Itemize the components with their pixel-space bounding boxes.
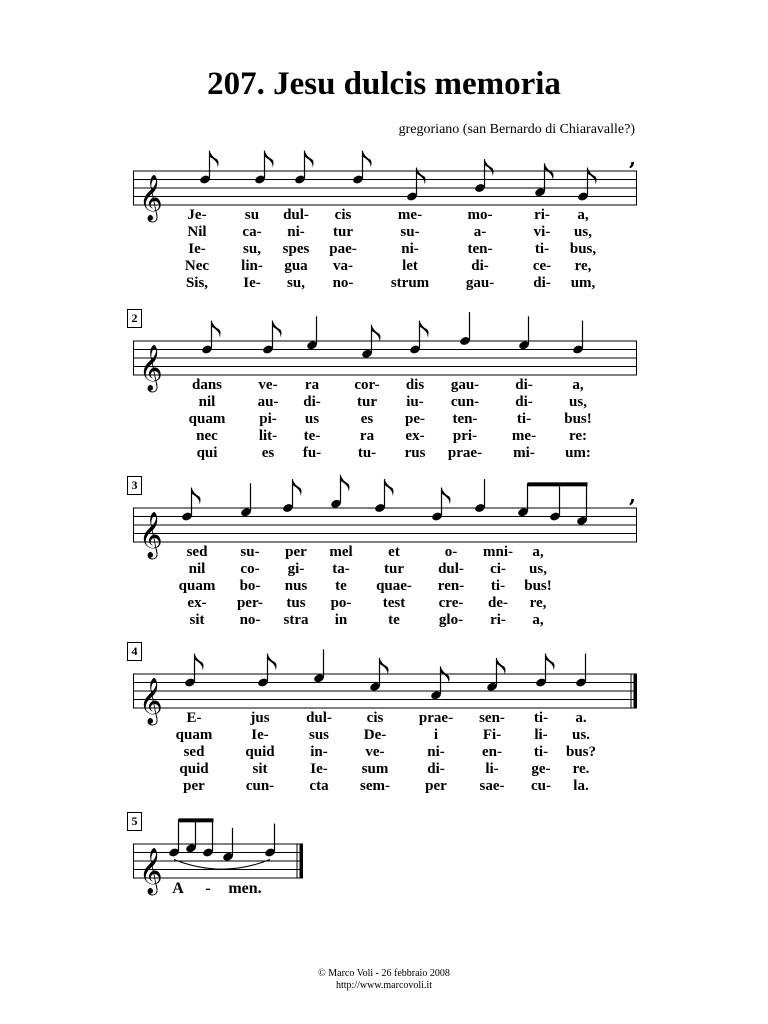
- lyric-syllable: tu-: [357, 445, 377, 461]
- eighth-flag: [195, 654, 204, 671]
- lyric-syllable: cun-: [245, 778, 275, 794]
- eighth-flag: [442, 488, 451, 505]
- treble-clef: 𝄞: [139, 848, 163, 894]
- lyric-syllable: re,: [574, 258, 592, 274]
- lyric-syllable: Ie-: [251, 727, 269, 743]
- lyric-syllable: o-: [444, 544, 458, 560]
- copyright-line: © Marco Voli - 26 febbraio 2008: [318, 968, 450, 979]
- lyric-syllable: su,: [243, 241, 261, 257]
- lyric-syllable: es: [360, 411, 374, 427]
- eighth-flag: [363, 151, 372, 168]
- lyric-syllable: gau-: [450, 377, 480, 393]
- measure-number: 4: [127, 642, 142, 661]
- lyric-syllable: sum: [361, 761, 389, 777]
- note: [517, 483, 529, 517]
- lyric-syllable: ren-: [437, 578, 465, 594]
- lyric-syllable: ra: [304, 377, 320, 393]
- lyric-syllable: sed: [183, 744, 205, 760]
- lyric-syllable: nil: [188, 561, 206, 577]
- treble-clef: 𝄞: [139, 512, 163, 558]
- lyric-syllable: ni-: [401, 241, 419, 257]
- lyric-syllable: dul-: [306, 710, 332, 726]
- lyric-syllable: en-: [482, 744, 502, 760]
- note-beam: [179, 818, 214, 822]
- lyric-syllable: gua: [284, 258, 308, 274]
- lyric-syllable: test: [382, 595, 406, 611]
- lyric-syllable: te-: [303, 428, 321, 444]
- lyric-syllable: ri-: [490, 612, 506, 628]
- lyric-syllable: um:: [565, 445, 591, 461]
- lyric-syllable: in: [334, 612, 348, 628]
- lyric-syllable: ti-: [534, 241, 550, 257]
- lyric-syllable: ci-: [490, 561, 506, 577]
- lyric-syllable: ti-: [490, 578, 506, 594]
- lyric-syllable: jus: [250, 710, 270, 726]
- lyric-syllable: re:: [568, 428, 588, 444]
- lyric-syllable: stra: [283, 612, 309, 628]
- eighth-flag: [546, 654, 555, 671]
- lyric-syllable: cre-: [438, 595, 464, 611]
- lyric-syllable: a-: [473, 224, 487, 240]
- lyric-syllable: di-: [303, 394, 321, 410]
- note: [575, 654, 587, 688]
- note: [202, 824, 214, 858]
- lyric-syllable: ca-: [242, 224, 262, 240]
- lyric-syllable: de-: [488, 595, 508, 611]
- lyric-syllable: di-: [515, 377, 533, 393]
- lyric-syllable: bus!: [524, 578, 552, 594]
- lyric-syllable: pae-: [329, 241, 357, 257]
- lyric-syllable: fu-: [302, 445, 322, 461]
- lyric-syllable: re,: [529, 595, 547, 611]
- page-title: 207. Jesu dulcis memoria: [207, 66, 561, 102]
- lyric-syllable: us.: [572, 727, 590, 743]
- website-line: http://www.marcovoli.it: [335, 980, 432, 991]
- lyric-syllable: ve-: [258, 377, 278, 393]
- final-barline-thick: [300, 844, 304, 878]
- lyric-syllable: us,: [574, 224, 592, 240]
- lyric-syllable: De-: [363, 727, 387, 743]
- lyric-syllable: no-: [239, 612, 261, 628]
- breath-mark: ,: [629, 483, 636, 507]
- lyric-syllable: tus: [286, 595, 306, 611]
- eighth-flag: [441, 666, 450, 683]
- lyric-syllable: di-: [471, 258, 489, 274]
- lyric-syllable: di-: [533, 275, 551, 291]
- lyric-syllable: E-: [186, 710, 202, 726]
- lyric-syllable: us,: [529, 561, 547, 577]
- lyric-syllable: Sis,: [185, 275, 209, 291]
- note: [185, 819, 197, 853]
- treble-clef: 𝄞: [139, 678, 163, 724]
- note: [369, 658, 388, 692]
- treble-clef: 𝄞: [139, 345, 163, 391]
- eighth-flag: [588, 168, 597, 185]
- note: [518, 316, 530, 350]
- lyric-syllable: bus!: [564, 411, 592, 427]
- note: [306, 316, 318, 350]
- lyric-syllable: per: [285, 544, 307, 560]
- lyric-syllable: a,: [577, 207, 589, 223]
- lyric-syllable: bus?: [565, 744, 597, 760]
- treble-clef: 𝄞: [139, 175, 163, 221]
- lyric-syllable: ra: [359, 428, 375, 444]
- lyric-syllable: et: [388, 544, 400, 560]
- note: [486, 658, 505, 692]
- eighth-flag: [268, 654, 277, 671]
- note: [222, 828, 234, 862]
- lyric-syllable: ti-: [516, 411, 532, 427]
- lyric-syllable: pi-: [259, 411, 277, 427]
- note: [361, 325, 380, 359]
- lyric-syllable: tur: [333, 224, 353, 240]
- lyric-syllable: per-: [236, 595, 264, 611]
- lyric-syllable: mel: [329, 544, 353, 560]
- measure-number: 5: [127, 812, 142, 831]
- note: [313, 649, 325, 683]
- lyric-syllable: mo-: [467, 207, 493, 223]
- eighth-flag: [273, 321, 282, 338]
- lyric-syllable: men.: [228, 880, 262, 897]
- note: [264, 824, 276, 858]
- lyric-syllable: sen-: [479, 710, 505, 726]
- lyric-syllable: pri-: [452, 428, 478, 444]
- lyric-syllable: sed: [186, 544, 208, 560]
- lyric-syllable: no-: [332, 275, 354, 291]
- lyric-syllable: Fi-: [482, 727, 502, 743]
- note: [576, 492, 588, 526]
- lyric-syllable: ce-: [532, 258, 552, 274]
- lyric-syllable: A: [172, 880, 184, 897]
- lyric-syllable: quam: [178, 578, 216, 594]
- lyric-syllable: mni-: [483, 544, 513, 560]
- lyric-syllable: iu-: [406, 394, 424, 410]
- lyric-syllable: ri-: [534, 207, 550, 223]
- lyric-syllable: ex-: [405, 428, 425, 444]
- lyric-syllable: Nec: [184, 258, 210, 274]
- eighth-flag: [212, 321, 221, 338]
- eighth-flag: [497, 658, 506, 675]
- note: [459, 312, 471, 346]
- lyric-syllable: cis: [366, 710, 384, 726]
- lyric-syllable: quam: [188, 411, 226, 427]
- lyric-syllable: te: [388, 612, 400, 628]
- lyric-syllable: cta: [309, 778, 329, 794]
- lyric-syllable: let: [402, 258, 418, 274]
- eighth-flag: [265, 151, 274, 168]
- lyric-syllable: dul-: [283, 207, 309, 223]
- lyric-syllable: Nil: [187, 224, 207, 240]
- lyric-syllable: gi-: [287, 561, 305, 577]
- lyric-syllable: co-: [240, 561, 260, 577]
- lyric-syllable: Je-: [187, 207, 207, 223]
- lyric-syllable: bus,: [569, 241, 597, 257]
- lyric-syllable: strum: [390, 275, 430, 291]
- note-beam: [528, 482, 588, 486]
- staff: [133, 668, 641, 728]
- lyric-syllable: ni-: [427, 744, 445, 760]
- eighth-flag: [485, 159, 494, 176]
- lyric-syllable: sae-: [479, 778, 505, 794]
- lyric-syllable: ten-: [467, 241, 493, 257]
- lyric-syllable: ex-: [187, 595, 207, 611]
- eighth-flag: [420, 321, 429, 338]
- lyric-syllable: quae-: [376, 578, 412, 594]
- lyric-syllable: la.: [573, 778, 589, 794]
- lyric-syllable: cor-: [354, 377, 380, 393]
- lyric-syllable: su-: [400, 224, 420, 240]
- lyric-syllable: lit-: [258, 428, 278, 444]
- lyric-syllable: me-: [511, 428, 537, 444]
- lyric-syllable: dis: [405, 377, 425, 393]
- eighth-flag: [385, 479, 394, 496]
- lyric-syllable: va-: [333, 258, 353, 274]
- lyric-syllable: te: [335, 578, 347, 594]
- lyric-syllable: quam: [175, 727, 213, 743]
- lyric-syllable: qui: [196, 445, 218, 461]
- measure-number: 3: [127, 476, 142, 495]
- note: [240, 483, 252, 517]
- lyric-syllable: dans: [191, 377, 223, 393]
- lyric-syllable: Ie-: [243, 275, 261, 291]
- lyric-syllable: di-: [427, 761, 445, 777]
- lyric-syllable: ge-: [531, 761, 551, 777]
- lyric-syllable: ti-: [533, 744, 549, 760]
- final-barline-thick: [634, 674, 638, 708]
- lyric-syllable: es: [261, 445, 275, 461]
- lyric-syllable: au-: [257, 394, 279, 410]
- note: [572, 321, 584, 355]
- lyric-syllable: us,: [569, 394, 587, 410]
- lyric-syllable: cun-: [450, 394, 480, 410]
- lyric-syllable: sem-: [360, 778, 390, 794]
- note: [168, 824, 180, 858]
- note: [534, 163, 553, 197]
- lyric-syllable: quid: [179, 761, 209, 777]
- eighth-flag: [293, 479, 302, 496]
- lyric-syllable: cis: [334, 207, 352, 223]
- lyric-syllable: a,: [532, 612, 544, 628]
- lyric-syllable: tur: [357, 394, 377, 410]
- eighth-flag: [545, 163, 554, 180]
- lyric-syllable: gau-: [465, 275, 495, 291]
- staff: [133, 838, 308, 898]
- lyric-syllable: prae-: [418, 710, 454, 726]
- note: [330, 475, 349, 509]
- lyric-syllable: po-: [330, 595, 352, 611]
- composer-credit: gregoriano (san Bernardo di Chiaravalle?): [398, 122, 635, 137]
- eighth-flag: [380, 658, 389, 675]
- lyric-syllable: sit: [252, 761, 268, 777]
- note: [474, 479, 486, 513]
- lyric-syllable: me-: [397, 207, 423, 223]
- note: [430, 666, 449, 700]
- lyric-syllable: a,: [532, 544, 544, 560]
- lyric-syllable: ni-: [287, 224, 305, 240]
- lyric-syllable: nus: [284, 578, 308, 594]
- eighth-flag: [372, 325, 381, 342]
- staff: [133, 483, 641, 562]
- lyric-syllable: nil: [198, 394, 216, 410]
- lyric-syllable: sit: [189, 612, 205, 628]
- eighth-flag: [341, 475, 350, 492]
- lyric-syllable: i: [433, 727, 439, 743]
- lyric-syllable: cu-: [531, 778, 551, 794]
- lyric-syllable: prae-: [447, 445, 483, 461]
- footer: [0, 968, 768, 992]
- lyric-syllable: quid: [245, 744, 275, 760]
- lyric-syllable: nec: [196, 428, 218, 444]
- lyric-syllable: mi-: [513, 445, 535, 461]
- lyric-syllable: su: [244, 207, 260, 223]
- lyric-syllable: glo-: [438, 612, 464, 628]
- lyric-syllable: rus: [404, 445, 426, 461]
- lyric-syllable: di-: [515, 394, 533, 410]
- lyric-syllable: in-: [310, 744, 328, 760]
- lyric-syllable: su,: [287, 275, 305, 291]
- staff: [133, 146, 641, 225]
- lyric-syllable: um,: [570, 275, 596, 291]
- lyric-syllable: bo-: [239, 578, 261, 594]
- lyric-syllable: li-: [534, 727, 548, 743]
- lyric-syllable: a.: [575, 710, 587, 726]
- breath-mark: ,: [629, 146, 636, 170]
- lyric-syllable: lin-: [241, 258, 263, 274]
- lyric-syllable: pe-: [405, 411, 425, 427]
- measure-number: 2: [127, 309, 142, 328]
- lyric-syllable: re.: [572, 761, 590, 777]
- lyric-syllable: tur: [384, 561, 404, 577]
- lyric-syllable: per: [425, 778, 447, 794]
- lyric-syllable: a,: [572, 377, 584, 393]
- eighth-flag: [305, 151, 314, 168]
- lyric-syllable: vi-: [533, 224, 551, 240]
- lyric-syllable: dul-: [438, 561, 464, 577]
- lyric-syllable: ten-: [452, 411, 478, 427]
- lyric-syllable: per: [183, 778, 205, 794]
- lyric-syllable: Ie-: [188, 241, 206, 257]
- lyric-syllable: spes: [282, 241, 310, 257]
- eighth-flag: [417, 168, 426, 185]
- lyric-syllable: ve-: [365, 744, 385, 760]
- eighth-flag: [210, 151, 219, 168]
- lyric-syllable: ti-: [533, 710, 549, 726]
- lyric-syllable: sus: [308, 727, 330, 743]
- lyric-syllable: su-: [240, 544, 260, 560]
- lyric-syllable: -: [205, 880, 211, 897]
- eighth-flag: [192, 488, 201, 505]
- lyric-syllable: ta-: [332, 561, 350, 577]
- lyric-syllable: us: [304, 411, 320, 427]
- lyric-syllable: li-: [485, 761, 499, 777]
- lyric-syllable: Ie-: [310, 761, 328, 777]
- note: [549, 488, 561, 522]
